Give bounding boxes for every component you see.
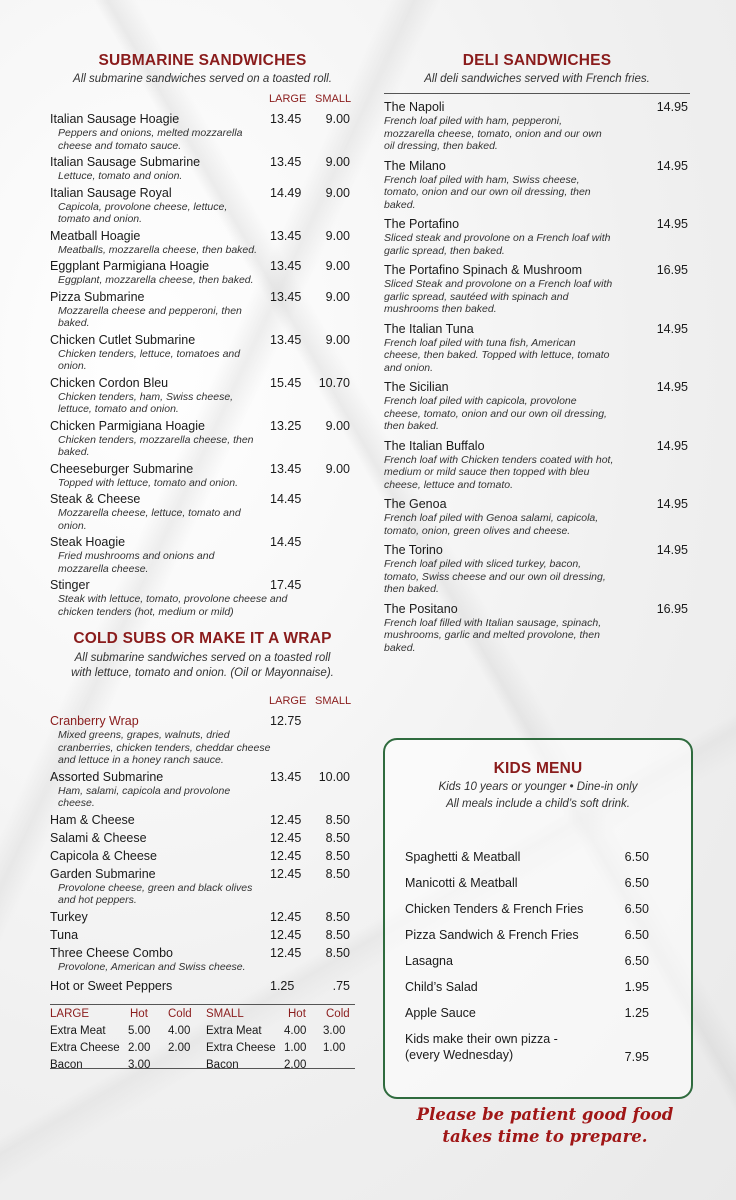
submarine-item	[50, 578, 355, 618]
kids-item-price: 6.50	[624, 954, 649, 968]
small-price: 8.50	[325, 927, 350, 942]
kids-menu-box	[383, 738, 693, 1099]
item-name: Steak Hoagie	[50, 535, 126, 549]
item-description: French loaf piled with Genoa salami, capicola, tomato, onion, green olives and cheese.	[384, 512, 599, 537]
item-description: French loaf piled with tuna fish, American cheese, then baked. Topped with lettuce, tomato and onion.	[384, 336, 610, 374]
large-price: 12.45	[270, 812, 302, 827]
submarine-title: SUBMARINE SANDWICHES	[98, 52, 307, 69]
addon-price: 2.00	[168, 1042, 191, 1054]
item-name: Salami & Cheese	[50, 830, 147, 845]
cold-sub-item	[50, 770, 355, 810]
large-price: 12.45	[270, 945, 302, 960]
item-name: Italian Sausage Submarine	[50, 155, 201, 169]
kids-item-price: 1.25	[624, 1006, 649, 1020]
large-price: 12.45	[270, 830, 302, 845]
large-price: 14.45	[270, 535, 302, 549]
item-description: Topped with lettuce, tomato and onion.	[58, 476, 238, 489]
price: 14.95	[656, 217, 688, 231]
submarine-item	[50, 535, 355, 575]
item-description: Chicken tenders, lettuce, tomatoes and onion.	[58, 347, 241, 372]
addon-price: 5.00	[128, 1025, 151, 1037]
addons-hot-header: Hot	[288, 1008, 306, 1020]
price: 16.95	[656, 263, 688, 277]
cold-sub-item	[50, 714, 355, 767]
item-name: The Napoli	[384, 100, 445, 114]
kids-item-name: Child’s Salad	[405, 980, 478, 994]
item-name: Steak & Cheese	[50, 492, 141, 506]
submarine-item	[50, 492, 355, 532]
item-name: Cheeseburger Submarine	[50, 461, 194, 476]
submarine-item	[50, 462, 355, 490]
kids-item	[405, 876, 671, 890]
deli-item	[384, 543, 690, 596]
price: 14.95	[656, 100, 688, 114]
item-name: Meatball Hoagie	[50, 228, 141, 243]
tagline-line-2: takes time to prepare.	[442, 1127, 648, 1146]
deli-item	[384, 322, 690, 375]
deli-item	[384, 380, 690, 433]
deli-item	[384, 159, 690, 212]
addons-hot-header: Hot	[130, 1008, 148, 1020]
submarine-item	[50, 376, 355, 416]
large-price: 13.45	[270, 769, 302, 784]
large-price: 15.45	[270, 375, 302, 390]
large-price: 13.45	[270, 332, 302, 347]
addons-cold-header: Cold	[326, 1008, 350, 1020]
addons-small-header: SMALL	[206, 1008, 244, 1020]
deli-section	[384, 52, 690, 654]
large-price: 13.45	[270, 155, 302, 169]
small-price: 9.00	[325, 289, 350, 304]
tagline-line-1: Please be patient good food	[416, 1105, 674, 1124]
kids-item-price: 6.50	[624, 876, 649, 890]
addon-price: 2.00	[284, 1059, 307, 1071]
kids-item	[405, 980, 671, 994]
submarine-section	[50, 52, 355, 1069]
addon-price: 3.00	[323, 1025, 346, 1037]
item-name: Assorted Submarine	[50, 769, 164, 784]
item-name: Italian Sausage Royal	[50, 185, 172, 200]
large-price: 17.45	[270, 578, 302, 592]
submarine-item	[50, 290, 355, 330]
large-price: 12.75	[270, 714, 302, 728]
addon-bacon: Bacon	[50, 1059, 83, 1071]
item-name: The Torino	[384, 543, 443, 557]
small-price: 8.50	[325, 866, 350, 881]
deli-subtitle: All deli sandwiches served with French fries.	[424, 73, 650, 85]
large-price: 14.49	[270, 185, 302, 200]
price: 14.95	[656, 438, 688, 453]
addons-large-header: LARGE	[50, 1008, 89, 1020]
small-price: 8.50	[325, 830, 350, 845]
kids-item-name: Apple Sauce	[405, 1006, 476, 1020]
large-price: 12.45	[270, 866, 302, 881]
small-price: 9.00	[325, 461, 350, 476]
item-description: Mozzarella cheese, lettuce, tomato and onion.	[58, 507, 241, 532]
small-label: SMALL	[315, 695, 352, 707]
price: 14.95	[656, 380, 688, 394]
kids-item	[405, 902, 671, 916]
item-name: Chicken Parmigiana Hoagie	[50, 418, 205, 433]
item-description: French loaf piled with ham, Swiss cheese, tomato, onion and our own oil dressing, then baked.	[384, 173, 591, 211]
deli-list	[384, 100, 690, 654]
cold-size-header	[50, 695, 355, 711]
large-price: 13.25	[270, 418, 302, 433]
item-description: French loaf with Chicken tenders coated with hot, medium or mild sauce then topped with bleu cheese, lettuce and tomato.	[384, 453, 614, 491]
item-name: Stinger	[50, 578, 90, 592]
item-description: Mixed greens, grapes, walnuts, dried cranberries, chicken tenders, cheddar cheese and lettuce in a honey ranch sauce.	[58, 729, 271, 766]
addon-extra-cheese: Extra Cheese	[206, 1042, 276, 1054]
cold-sub-item	[50, 979, 355, 994]
deli-item	[384, 217, 690, 257]
item-description: Peppers and onions, melted mozzarella cheese and tomato sauce.	[58, 127, 243, 152]
price: 14.95	[656, 543, 688, 557]
submarine-subtitle: All submarine sandwiches served on a toasted roll.	[73, 73, 332, 85]
cold-subs-title: COLD SUBS OR MAKE IT A WRAP	[73, 630, 332, 647]
large-price: 13.45	[270, 228, 302, 243]
kids-item-price: 6.50	[624, 928, 649, 942]
cold-sub-item	[50, 928, 355, 943]
kids-item-name: Chicken Tenders & French Fries	[405, 902, 584, 916]
kids-item-name: Spaghetti & Meatball	[405, 850, 521, 864]
item-description: French loaf piled with capicola, provolone cheese, tomato, onion and our own oil dressing, then baked.	[384, 395, 607, 432]
item-name: The Milano	[384, 158, 446, 173]
item-name: The Portafino Spinach & Mushroom	[384, 263, 583, 277]
price: 14.95	[656, 321, 688, 336]
addon-bacon: Bacon	[206, 1059, 239, 1071]
item-description: Fried mushrooms and onions and mozzarella cheese.	[58, 550, 215, 575]
deli-divider	[384, 93, 690, 94]
item-name: Italian Sausage Hoagie	[50, 112, 180, 126]
addon-price: 4.00	[168, 1025, 191, 1037]
addon-price: 2.00	[128, 1042, 151, 1054]
kids-item-name: Pizza Sandwich & French Fries	[405, 928, 579, 942]
price: 16.95	[656, 601, 688, 616]
addon-extra-meat: Extra Meat	[206, 1025, 262, 1037]
item-description: Ham, salami, capicola and provolone cheese.	[58, 784, 231, 809]
item-name: Pizza Submarine	[50, 289, 145, 304]
large-price: 13.45	[270, 289, 302, 304]
item-name: The Positano	[384, 601, 458, 616]
cold-sub-item	[50, 946, 355, 974]
item-description: French loaf filled with Italian sausage, spinach, mushrooms, garlic and melted provolone, then baked.	[384, 616, 602, 654]
kids-subtitle-2: All meals include a child’s soft drink.	[446, 798, 630, 810]
item-description: Provolone cheese, green and black olives and hot peppers.	[58, 881, 253, 906]
item-description: Meatballs, mozzarella cheese, then baked.	[58, 243, 258, 256]
small-price: 8.50	[325, 945, 350, 960]
item-description: Provolone, American and Swiss cheese.	[58, 960, 246, 973]
item-name: Cranberry Wrap	[50, 714, 139, 728]
small-price: 8.50	[325, 812, 350, 827]
large-price: 1.25	[270, 979, 295, 993]
addon-price: 1.00	[323, 1042, 346, 1054]
small-price: 10.00	[318, 769, 350, 784]
kids-item	[405, 1006, 671, 1020]
large-label: LARGE	[269, 695, 307, 707]
kids-item-price: 1.95	[624, 980, 649, 994]
addons-table	[50, 1004, 355, 1069]
item-name: Chicken Cutlet Submarine	[50, 332, 196, 347]
cold-sub-item	[50, 831, 355, 846]
large-price: 13.45	[270, 112, 302, 126]
large-price: 13.45	[270, 259, 302, 273]
kids-item	[405, 928, 671, 942]
large-price: 12.45	[270, 927, 302, 942]
addon-extra-meat: Extra Meat	[50, 1025, 106, 1037]
submarine-list	[50, 112, 355, 618]
cold-sub-item	[50, 849, 355, 864]
kids-pizza-item	[405, 1032, 671, 1062]
cold-sub-item	[50, 813, 355, 828]
deli-item	[384, 100, 690, 153]
kids-item	[405, 954, 671, 968]
item-name: Garden Submarine	[50, 866, 156, 881]
kids-pizza-line-1: Kids make their own pizza -	[405, 1032, 558, 1046]
item-name: The Sicilian	[384, 380, 449, 394]
kids-item-price: 6.50	[624, 902, 649, 916]
kids-item-name: Manicotti & Meatball	[405, 876, 518, 890]
addon-extra-cheese: Extra Cheese	[50, 1042, 120, 1054]
large-price: 13.45	[270, 461, 302, 476]
item-description: Capicola, provolone cheese, lettuce, tomato and onion.	[58, 200, 228, 225]
price: 14.95	[656, 497, 688, 511]
item-name: The Portafino	[384, 217, 460, 231]
small-price: 8.50	[325, 909, 350, 924]
kids-subtitle-1: Kids 10 years or younger • Dine-in only	[438, 781, 638, 793]
item-name: Three Cheese Combo	[50, 945, 173, 960]
submarine-item	[50, 259, 355, 287]
item-name: Capicola & Cheese	[50, 848, 158, 863]
kids-item-name: Lasagna	[405, 954, 453, 968]
small-price: 9.00	[325, 332, 350, 347]
tagline	[395, 1104, 695, 1148]
item-description: Mozzarella cheese and pepperoni, then baked.	[58, 304, 242, 329]
small-price: 9.00	[325, 185, 350, 200]
large-price: 12.45	[270, 848, 302, 863]
item-description: Chicken tenders, mozzarella cheese, then baked.	[58, 433, 254, 458]
small-label: SMALL	[315, 93, 352, 105]
item-description: Eggplant, mozzarella cheese, then baked.	[58, 274, 254, 286]
submarine-size-header	[50, 93, 355, 109]
addon-price: 3.00	[128, 1059, 151, 1071]
addons-cold-header: Cold	[168, 1008, 192, 1020]
submarine-item	[50, 229, 355, 257]
deli-item	[384, 439, 690, 492]
addon-price: 4.00	[284, 1025, 307, 1037]
item-name: The Italian Tuna	[384, 321, 474, 336]
deli-item	[384, 497, 690, 537]
small-price: 9.00	[325, 228, 350, 243]
large-price: 12.45	[270, 909, 302, 924]
cold-sub-item	[50, 910, 355, 925]
kids-pizza-line-2: (every Wednesday)	[405, 1048, 514, 1062]
item-description: French loaf piled with sliced turkey, bacon, tomato, Swiss cheese and our own oil dressing, then baked.	[384, 558, 606, 595]
item-name: Chicken Cordon Bleu	[50, 375, 169, 390]
price: 14.95	[656, 158, 688, 173]
cold-sub-item	[50, 867, 355, 907]
small-price: 9.00	[325, 155, 350, 169]
large-label: LARGE	[269, 93, 307, 105]
kids-title: KIDS MENU	[493, 760, 583, 777]
item-name: Turkey	[50, 909, 88, 924]
submarine-item	[50, 112, 355, 152]
addon-price: 1.00	[284, 1042, 307, 1054]
cold-subs-subtitle-2: with lettuce, tomato and onion. (Oil or Mayonnaise).	[71, 667, 334, 679]
kids-item-price: 6.50	[624, 850, 649, 864]
item-description: Steak with lettuce, tomato, provolone cheese and chicken tenders (hot, medium or mild)	[58, 593, 288, 618]
item-name: Tuna	[50, 927, 79, 942]
small-price: 9.00	[325, 418, 350, 433]
small-price: 10.70	[318, 375, 350, 390]
small-price: .75	[332, 979, 350, 993]
item-description: Lettuce, tomato and onion.	[58, 170, 183, 182]
item-name: The Genoa	[384, 497, 447, 511]
kids-pizza-price: 7.95	[624, 1050, 649, 1064]
kids-item	[405, 850, 671, 864]
item-name: Ham & Cheese	[50, 812, 135, 827]
small-price: 8.50	[325, 848, 350, 863]
deli-title: DELI SANDWICHES	[462, 52, 612, 69]
item-name: Hot or Sweet Peppers	[50, 979, 173, 993]
item-description: Sliced Steak and provolone on a French loaf with garlic spread, sautéed with spinach and mushrooms then baked.	[384, 278, 613, 315]
deli-item	[384, 263, 690, 316]
item-name: Eggplant Parmigiana Hoagie	[50, 259, 210, 273]
submarine-item	[50, 333, 355, 373]
submarine-item	[50, 419, 355, 459]
small-price: 9.00	[325, 112, 350, 126]
large-price: 14.45	[270, 492, 302, 506]
item-name: The Italian Buffalo	[384, 438, 485, 453]
small-price: 9.00	[325, 259, 350, 273]
deli-item	[384, 602, 690, 655]
item-description: Chicken tenders, ham, Swiss cheese, lettuce, tomato and onion.	[58, 390, 234, 415]
submarine-item	[50, 155, 355, 183]
cold-subs-subtitle-1: All submarine sandwiches served on a toasted roll	[74, 652, 331, 664]
item-description: Sliced steak and provolone on a French loaf with garlic spread, then baked.	[384, 232, 611, 257]
item-description: French loaf piled with ham, pepperoni, mozzarella cheese, tomato, onion and our own oil dressing, then baked.	[384, 115, 602, 152]
cold-subs-list	[50, 714, 355, 994]
submarine-item	[50, 186, 355, 226]
